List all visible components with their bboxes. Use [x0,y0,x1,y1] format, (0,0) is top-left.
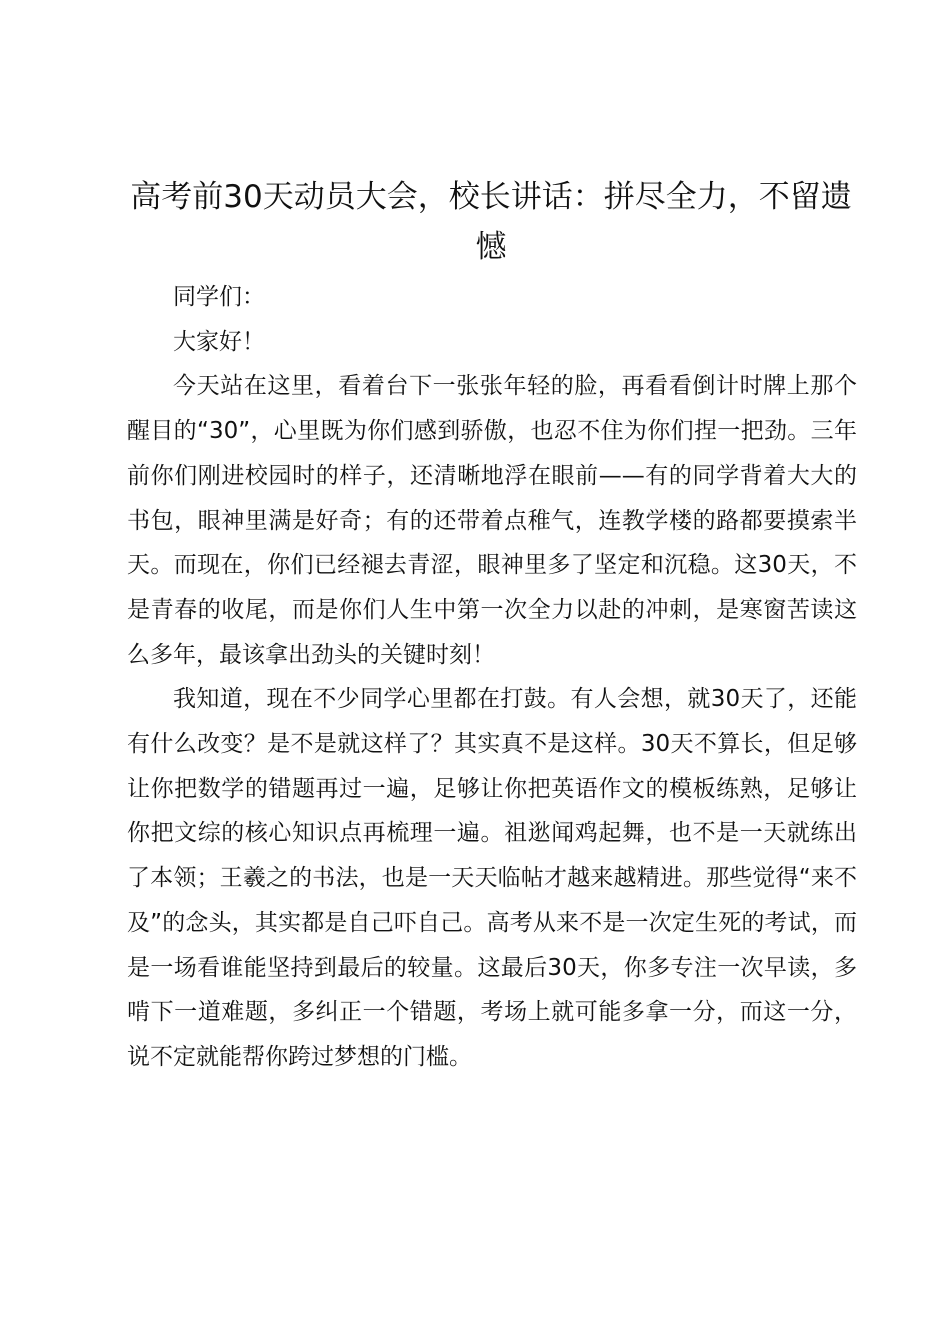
document-body [127,275,857,1080]
body-paragraph: 我知道，现在不少同学心里都在打鼓。有人会想，就30天了，还能有什么改变？是不是就这样了？其实真不是这样。30天不算长，但足够让你把数学的错题再过一遍，足够让你把英语作文的模板练熟，足够让你把文综的核心知识点再梳理一遍。祖逖闻鸡起舞，也不是一天就练出了本领；王羲之的书法，也是一天天临帖才越来越精进。那些觉得“来不及”的念头，其实都是自己吓自己。高考从来不是一次定生死的考试，而是一场看谁能坚持到最后的较量。这最后30天，你多专注一次早读，多啃下一道难题，多纠正一个错题，考场上就可能多拿一分，而这一分，说不定就能帮你跨过梦想的门槛。 [127,686,857,1070]
document-title: 高考前30天动员大会，校长讲话：拼尽全力，不留遗憾 [130,179,852,265]
greeting-paragraph: 大家好！ [173,328,265,355]
body-paragraph: 今天站在这里，看着台下一张张年轻的脸，再看看倒计时牌上那个醒目的“30”，心里既为你们感到骄傲，也忍不住为你们捏一把劲。三年前你们刚进校园时的样子，还清晰地浮在眼前——有的同学背着大大的书包，眼神里满是好奇；有的还带着点稚气，连教学楼的路都要摸索半天。而现在，你们已经褪去青涩，眼神里多了坚定和沉稳。这30天，不是青春的收尾，而是你们人生中第一次全力以赴的冲刺，是寒窗苦读这么多年，最该拿出劲头的关键时刻！ [127,373,857,668]
salutation-paragraph: 同学们： [173,284,265,310]
